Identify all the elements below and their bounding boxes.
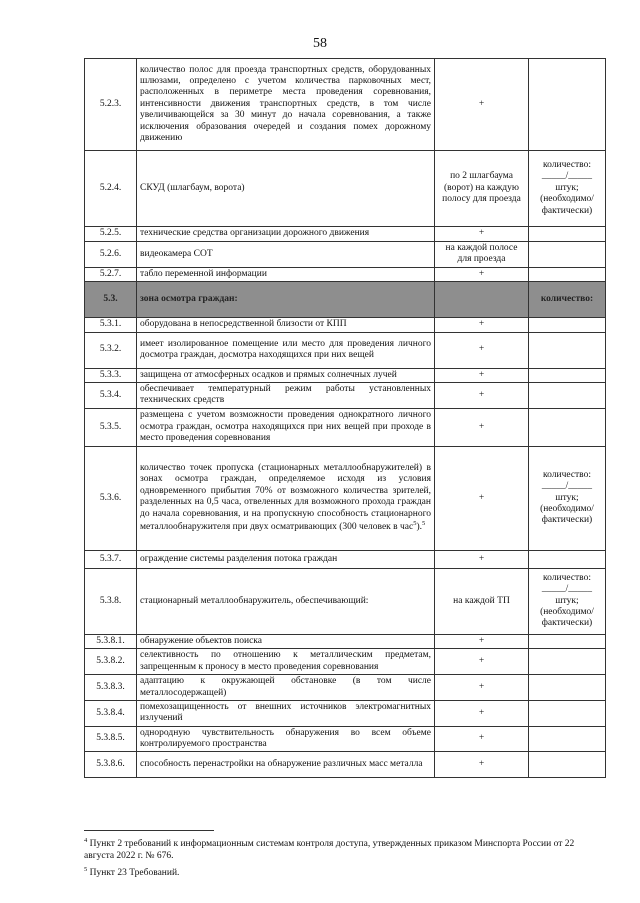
row-requirement: +: [435, 227, 529, 242]
row-number: 5.3.2.: [85, 332, 137, 368]
row-requirement: по 2 шлагбаума (ворот) на каждую полосу для проезда: [435, 151, 529, 227]
row-quantity: [529, 227, 606, 242]
row-number: 5.2.6.: [85, 242, 137, 268]
row-quantity: количество:: [529, 282, 606, 318]
row-requirement: +: [435, 267, 529, 281]
table-row: [85, 752, 606, 778]
row-quantity: [529, 267, 606, 281]
row-quantity: количество: _____/_____ штук; (необходимо/ фактически): [529, 568, 606, 634]
row-number: 5.3.8.4.: [85, 700, 137, 726]
row-requirement: +: [435, 408, 529, 446]
row-text: видеокамера СОТ: [137, 242, 435, 268]
footnote-4: $^4$ Пункт 2 требований к информационным системам контроля доступа, утвержденных приказом Минспорта России от 22 августа 2022 г. № 676.: [84, 837, 575, 862]
row-number: 5.3.8.1.: [85, 634, 137, 648]
row-requirement: +: [435, 752, 529, 778]
row-requirement: +: [435, 634, 529, 648]
row-text: технические средства организации дорожного движения: [137, 227, 435, 242]
table-row: [85, 227, 606, 242]
row-quantity: [529, 59, 606, 151]
row-number: 5.3.7.: [85, 550, 137, 568]
row-quantity: [529, 726, 606, 752]
row-number: 5.3.5.: [85, 408, 137, 446]
row-text: количество точек пропуска (стационарных металлообнаружителей) в зонах осмотра граждан, определяемое исходя из условия одновременного прибытия 70% от возможного количества зрителей, разделенных на 0,5 часа, отвеленных для возможного прохода граждан до начала соревнования, и на пропускную способность стационарного металлообнаружителя при двух осматривающих (300 человек в час$^5$).$^5$: [137, 446, 435, 550]
row-number: 5.3.8.6.: [85, 752, 137, 778]
row-requirement: +: [435, 368, 529, 382]
row-text: адаптацию к окружающей обстановке (в том числе металлосодержащей): [137, 675, 435, 701]
row-requirement: +: [435, 332, 529, 368]
row-number: 5.2.3.: [85, 59, 137, 151]
row-text: количество полос для проезда транспортных средств, оборудованных шлюзами, определено с учетом количества парковочных мест, расположенных в периметре места проведения соревнования, интенсивности движения транспортных средств, в том числе увеличивающейся за 30 минут до начала соревнования, а также исключения образования очередей и создания помех дорожному движению: [137, 59, 435, 151]
row-text: оборудована в непосредственной близости от КПП: [137, 318, 435, 332]
table-row: [85, 267, 606, 281]
table-row: [85, 550, 606, 568]
table-row: [85, 446, 606, 550]
row-quantity: [529, 634, 606, 648]
table-row: [85, 408, 606, 446]
footnote-divider: [84, 830, 214, 831]
row-text: имеет изолированное помещение или место для проведения личного досмотра граждан, досмотра находящихся при них вещей: [137, 332, 435, 368]
row-requirement: +: [435, 550, 529, 568]
row-quantity: [529, 649, 606, 675]
row-text: обеспечивает температурный режим работы установленных технических средств: [137, 382, 435, 408]
row-quantity: [529, 368, 606, 382]
row-text: ограждение системы разделения потока граждан: [137, 550, 435, 568]
row-requirement: +: [435, 446, 529, 550]
row-quantity: [529, 382, 606, 408]
row-number: 5.3.8.5.: [85, 726, 137, 752]
table-row: [85, 368, 606, 382]
table-row: [85, 242, 606, 268]
row-quantity: [529, 332, 606, 368]
row-number: 5.3.1.: [85, 318, 137, 332]
table-row: [85, 318, 606, 332]
page-number: 58: [313, 36, 327, 51]
table-row: [85, 151, 606, 227]
row-quantity: [529, 242, 606, 268]
row-requirement: на каждой ТП: [435, 568, 529, 634]
row-requirement: +: [435, 382, 529, 408]
table-row: [85, 59, 606, 151]
row-quantity: [529, 675, 606, 701]
row-text: табло переменной информации: [137, 267, 435, 281]
footnote-5: $^5$ Пункт 23 Требований.: [84, 866, 180, 879]
row-text: способность перенастройки на обнаружение различных масс металла: [137, 752, 435, 778]
row-requirement: [435, 282, 529, 318]
row-number: 5.3.8.3.: [85, 675, 137, 701]
row-requirement: +: [435, 726, 529, 752]
row-number: 5.2.5.: [85, 227, 137, 242]
row-number: 5.3.6.: [85, 446, 137, 550]
table-row: [85, 332, 606, 368]
row-quantity: [529, 752, 606, 778]
row-quantity: [529, 550, 606, 568]
row-text: селективность по отношению к металлическим предметам, запрещенным к проносу в место проведения соревнования: [137, 649, 435, 675]
row-number: 5.2.4.: [85, 151, 137, 227]
row-requirement: +: [435, 700, 529, 726]
table-row: [85, 726, 606, 752]
table-row: [85, 634, 606, 648]
row-number: 5.3.4.: [85, 382, 137, 408]
row-text: защищена от атмосферных осадков и прямых солнечных лучей: [137, 368, 435, 382]
row-quantity: [529, 408, 606, 446]
row-text: СКУД (шлагбаум, ворота): [137, 151, 435, 227]
row-number: 5.3.8.2.: [85, 649, 137, 675]
table-row: [85, 282, 606, 318]
row-quantity: [529, 700, 606, 726]
row-number: 5.3.: [85, 282, 137, 318]
row-number: 5.3.8.: [85, 568, 137, 634]
row-number: 5.2.7.: [85, 267, 137, 281]
row-requirement: +: [435, 318, 529, 332]
table-row: [85, 568, 606, 634]
row-text: обнаружение объектов поиска: [137, 634, 435, 648]
table-row: [85, 700, 606, 726]
row-requirement: +: [435, 675, 529, 701]
row-quantity: количество: _____/_____ штук; (необходимо/ фактически): [529, 446, 606, 550]
row-quantity: количество: _____/_____ штук; (необходимо/ фактически): [529, 151, 606, 227]
row-requirement: +: [435, 649, 529, 675]
row-text: стационарный металлообнаружитель, обеспечивающий:: [137, 568, 435, 634]
requirements-table: [84, 58, 606, 778]
row-requirement: на каждой полосе для проезда: [435, 242, 529, 268]
row-quantity: [529, 318, 606, 332]
table-row: [85, 649, 606, 675]
row-text: зона осмотра граждан:: [137, 282, 435, 318]
table-row: [85, 675, 606, 701]
row-text: помехозащищенность от внешних источников электромагнитных излучений: [137, 700, 435, 726]
row-number: 5.3.3.: [85, 368, 137, 382]
row-text: размещена с учетом возможности проведения однократного личного осмотра граждан, осмотра находящихся при них вещей при проходе в место проведения соревнования: [137, 408, 435, 446]
row-text: однородную чувствительность обнаружения во всем объеме контролируемого пространства: [137, 726, 435, 752]
row-requirement: +: [435, 59, 529, 151]
table-row: [85, 382, 606, 408]
